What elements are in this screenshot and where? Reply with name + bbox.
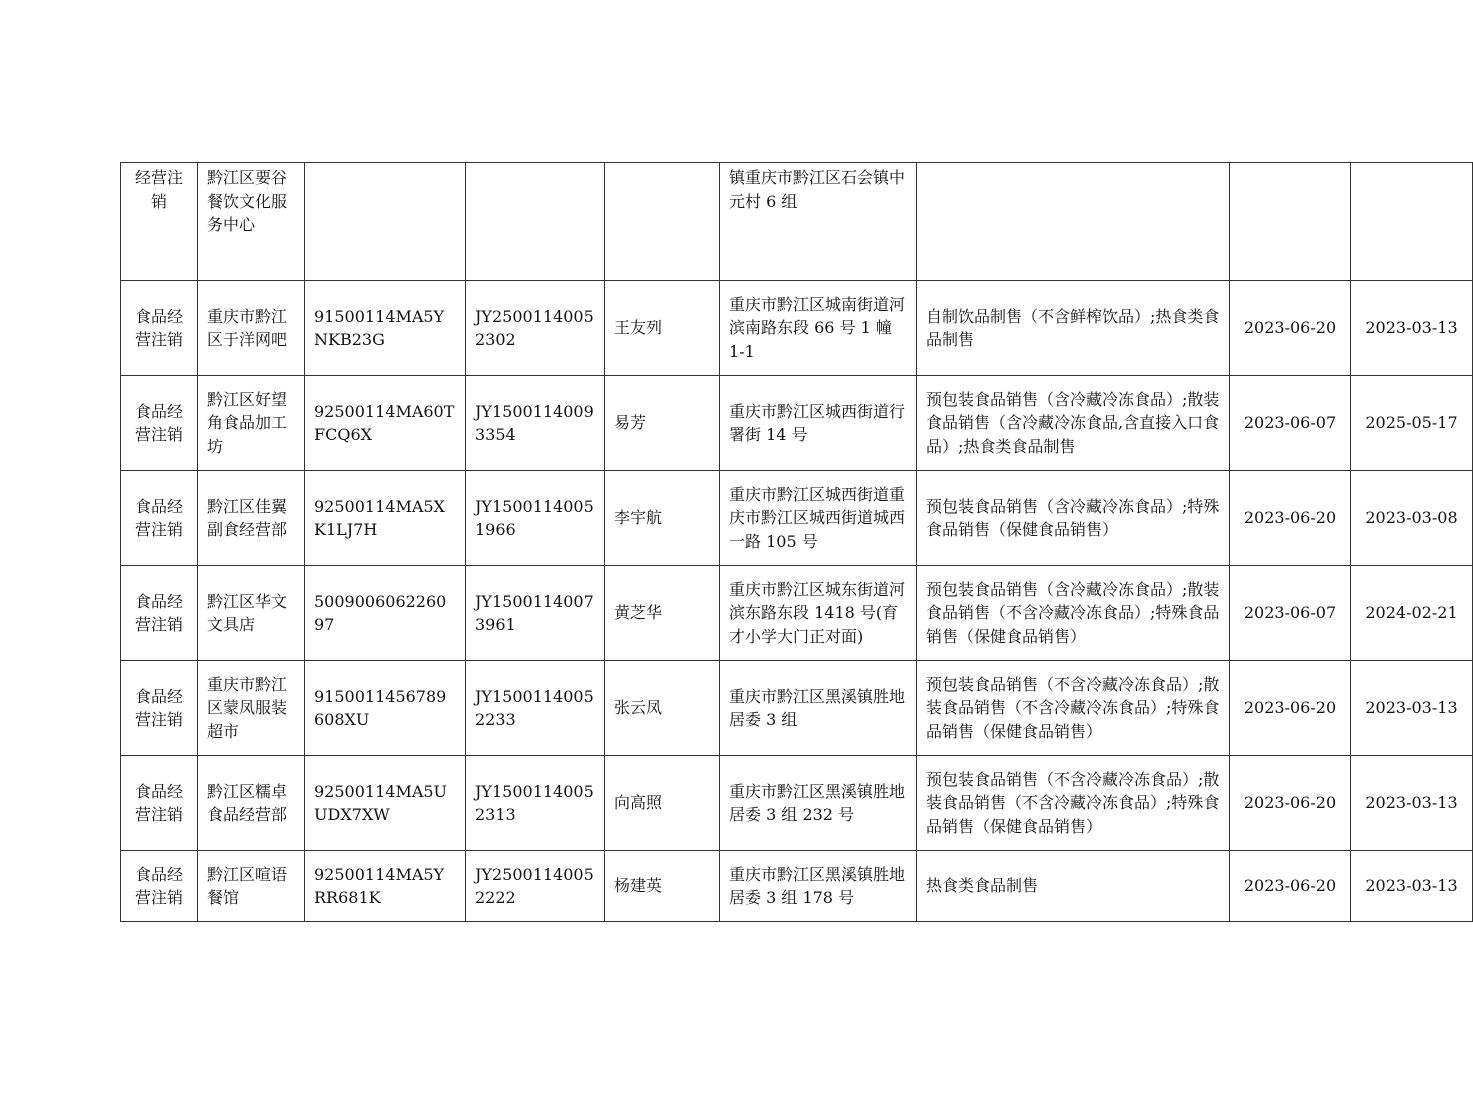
cell-date-cancel: 2023-06-20 <box>1230 281 1351 376</box>
cell-license-no: JY15001140093354 <box>466 376 605 471</box>
cell-type: 经营注销 <box>121 163 198 281</box>
cell-credit-code: 92500114MA5YRR681K <box>305 851 466 922</box>
cell-legal-person <box>605 163 720 281</box>
cell-legal-person: 李宇航 <box>605 471 720 566</box>
cell-date-expire: 2023-03-08 <box>1351 471 1473 566</box>
cell-date-cancel: 2023-06-07 <box>1230 566 1351 661</box>
cell-date-cancel: 2023-06-20 <box>1230 661 1351 756</box>
cell-scope: 预包装食品销售（不含冷藏冷冻食品）;散装食品销售（不含冷藏冷冻食品）;特殊食品销售（保健食品销售） <box>917 661 1230 756</box>
cell-address: 重庆市黔江区黑溪镇胜地居委 3 组 232 号 <box>720 756 917 851</box>
cell-type: 食品经营注销 <box>121 566 198 661</box>
cell-type: 食品经营注销 <box>121 281 198 376</box>
cell-name: 黔江区佳翼副食经营部 <box>198 471 305 566</box>
cell-date-cancel <box>1230 163 1351 281</box>
cell-date-expire: 2023-03-13 <box>1351 661 1473 756</box>
cell-legal-person: 王友列 <box>605 281 720 376</box>
cell-scope <box>917 163 1230 281</box>
cell-address: 重庆市黔江区城西街道行署街 14 号 <box>720 376 917 471</box>
cell-name: 重庆市黔江区于洋网吧 <box>198 281 305 376</box>
cell-credit-code: 9150011456789608XU <box>305 661 466 756</box>
cell-name: 黔江区糯卓食品经营部 <box>198 756 305 851</box>
table-row <box>121 471 1473 566</box>
cell-date-cancel: 2023-06-07 <box>1230 376 1351 471</box>
cell-license-no: JY15001140052313 <box>466 756 605 851</box>
cell-credit-code: 91500114MA5YNKB23G <box>305 281 466 376</box>
cell-type: 食品经营注销 <box>121 661 198 756</box>
cell-date-cancel: 2023-06-20 <box>1230 851 1351 922</box>
cell-date-expire: 2023-03-13 <box>1351 756 1473 851</box>
cell-license-no: JY15001140052233 <box>466 661 605 756</box>
table-row <box>121 851 1473 922</box>
cell-date-expire: 2023-03-13 <box>1351 281 1473 376</box>
table-row <box>121 163 1473 281</box>
cell-credit-code: 500900606226097 <box>305 566 466 661</box>
cell-address: 重庆市黔江区城东街道河滨东路东段 1418 号(育才小学大门正对面) <box>720 566 917 661</box>
cell-type: 食品经营注销 <box>121 851 198 922</box>
cell-legal-person: 张云凤 <box>605 661 720 756</box>
cell-type: 食品经营注销 <box>121 471 198 566</box>
cell-license-no <box>466 163 605 281</box>
cell-date-expire <box>1351 163 1473 281</box>
cell-date-cancel: 2023-06-20 <box>1230 756 1351 851</box>
cell-name: 黔江区华文文具店 <box>198 566 305 661</box>
cell-date-expire: 2025-05-17 <box>1351 376 1473 471</box>
cell-address: 镇重庆市黔江区石会镇中元村 6 组 <box>720 163 917 281</box>
cell-scope: 预包装食品销售（含冷藏冷冻食品）;散装食品销售（不含冷藏冷冻食品）;特殊食品销售（保健食品销售） <box>917 566 1230 661</box>
cell-scope: 预包装食品销售（含冷藏冷冻食品）;散装食品销售（含冷藏冷冻食品,含直接入口食品）;热食类食品制售 <box>917 376 1230 471</box>
table-row <box>121 376 1473 471</box>
cell-scope: 预包装食品销售（不含冷藏冷冻食品）;散装食品销售（不含冷藏冷冻食品）;特殊食品销售（保健食品销售） <box>917 756 1230 851</box>
cell-scope: 热食类食品制售 <box>917 851 1230 922</box>
cell-address: 重庆市黔江区城西街道重庆市黔江区城西街道城西一路 105 号 <box>720 471 917 566</box>
cell-credit-code: 92500114MA5XK1LJ7H <box>305 471 466 566</box>
cell-legal-person: 黄芝华 <box>605 566 720 661</box>
cell-credit-code: 92500114MA60TFCQ6X <box>305 376 466 471</box>
cell-credit-code <box>305 163 466 281</box>
cell-address: 重庆市黔江区黑溪镇胜地居委 3 组 178 号 <box>720 851 917 922</box>
table-row <box>121 281 1473 376</box>
table-row <box>121 661 1473 756</box>
cell-name: 黔江区喧语餐馆 <box>198 851 305 922</box>
cancellation-records-table <box>120 162 1473 922</box>
cell-license-no: JY15001140051966 <box>466 471 605 566</box>
cell-license-no: JY15001140073961 <box>466 566 605 661</box>
cell-legal-person: 向高照 <box>605 756 720 851</box>
cell-date-expire: 2024-02-21 <box>1351 566 1473 661</box>
cell-name: 黔江区好望角食品加工坊 <box>198 376 305 471</box>
cell-license-no: JY25001140052222 <box>466 851 605 922</box>
cell-address: 重庆市黔江区黑溪镇胜地居委 3 组 <box>720 661 917 756</box>
cell-name: 黔江区要谷餐饮文化服务中心 <box>198 163 305 281</box>
cell-name: 重庆市黔江区蒙凤服装超市 <box>198 661 305 756</box>
table-row <box>121 566 1473 661</box>
cell-legal-person: 易芳 <box>605 376 720 471</box>
cell-credit-code: 92500114MA5UUDX7XW <box>305 756 466 851</box>
cell-type: 食品经营注销 <box>121 376 198 471</box>
cell-date-expire: 2023-03-13 <box>1351 851 1473 922</box>
cell-address: 重庆市黔江区城南街道河滨南路东段 66 号 1 幢 1-1 <box>720 281 917 376</box>
cell-legal-person: 杨建英 <box>605 851 720 922</box>
cell-date-cancel: 2023-06-20 <box>1230 471 1351 566</box>
table-row <box>121 756 1473 851</box>
cell-type: 食品经营注销 <box>121 756 198 851</box>
cell-scope: 预包装食品销售（含冷藏冷冻食品）;特殊食品销售（保健食品销售） <box>917 471 1230 566</box>
cell-scope: 自制饮品制售（不含鲜榨饮品）;热食类食品制售 <box>917 281 1230 376</box>
cell-license-no: JY25001140052302 <box>466 281 605 376</box>
